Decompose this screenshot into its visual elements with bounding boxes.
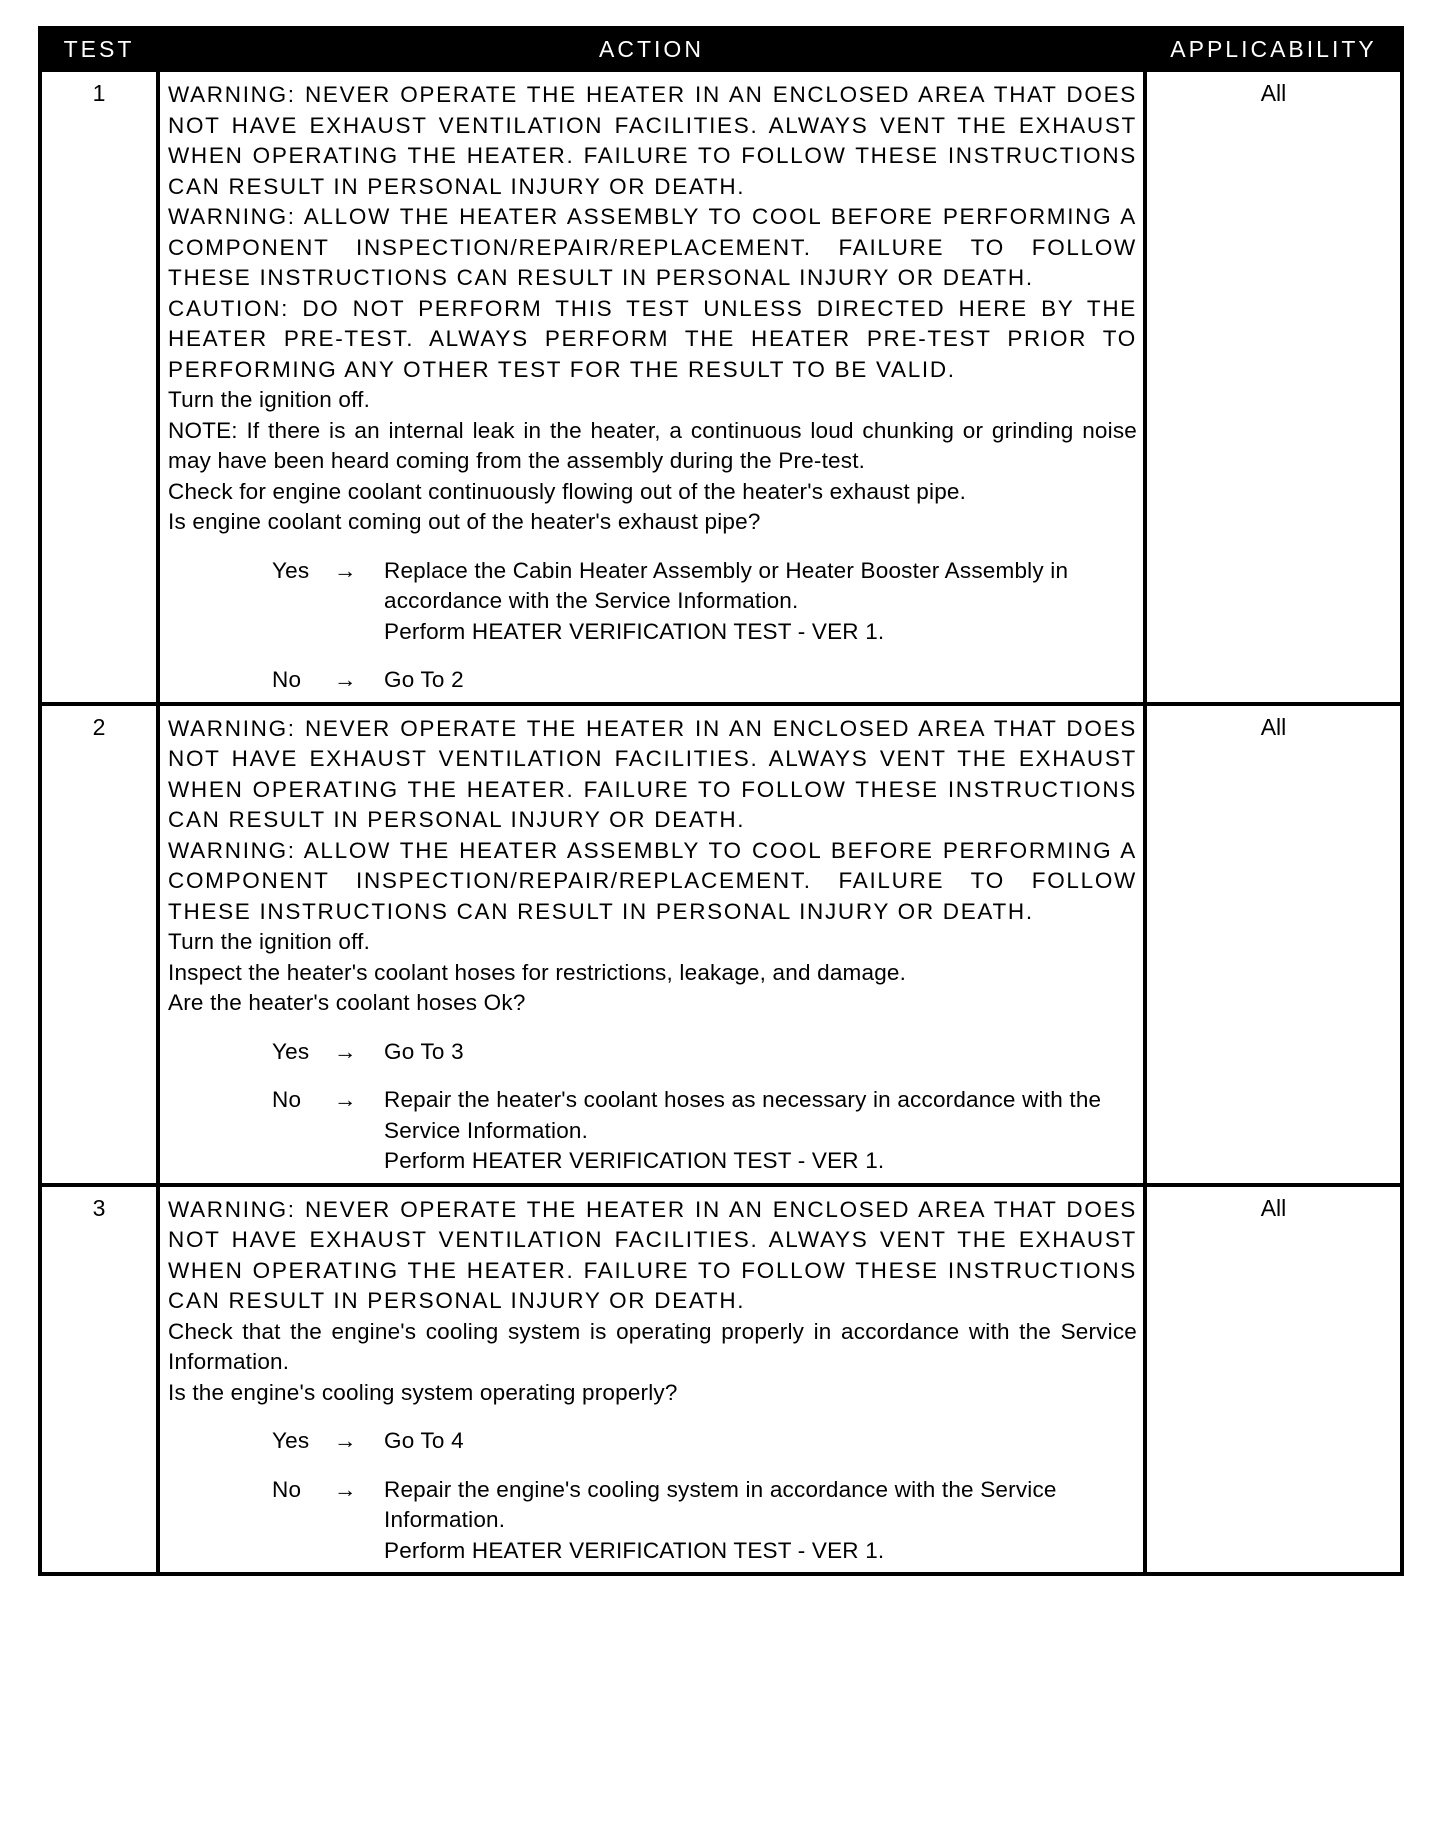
no-result [168,665,1137,696]
right-arrow-icon: → [334,667,357,692]
applicability-value: All [1145,70,1402,704]
outcome-line: Go To 2 [384,667,464,692]
yes-result [168,1037,1137,1068]
column-header-applicability: APPLICABILITY [1145,28,1402,70]
table-row [40,70,1402,704]
warning-paragraph: WARNING: NEVER OPERATE THE HEATER IN AN ENCLOSED AREA THAT DOES NOT HAVE EXHAUST VENTILATION FACILITIES. ALWAYS VENT THE EXHAUST WHEN OPERATING THE HEATER. FAILURE TO FOLLOW THESE INSTRUCTIONS CAN RESULT IN PERSONAL INJURY OR DEATH. [168,1196,1137,1313]
test-number: 3 [40,1185,158,1575]
outcome-line: Perform HEATER VERIFICATION TEST - VER 1. [384,618,885,644]
outcome-line: Perform HEATER VERIFICATION TEST - VER 1. [384,1537,885,1563]
test-number: 2 [40,704,158,1185]
column-header-action: ACTION [158,28,1145,70]
table-row [40,1185,1402,1575]
outcome-line: Go To 4 [384,1428,464,1453]
right-arrow-icon: → [334,1038,357,1064]
warning-paragraph: WARNING: ALLOW THE HEATER ASSEMBLY TO COOL BEFORE PERFORMING A COMPONENT INSPECTION/REPAIR/REPLACEMENT. FAILURE TO FOLLOW THESE INSTRUCTIONS CAN RESULT IN PERSONAL INJURY OR DEATH. [168,837,1137,924]
outcome-line: Repair the heater's coolant hoses as necessary in accordance with the Service Information. [384,1087,1102,1143]
applicability-value: All [1145,704,1402,1185]
instruction-paragraph: Turn the ignition off. [168,929,371,954]
no-result [168,1475,1137,1567]
no-label: No [272,1087,302,1112]
yes-outcome [384,1037,1137,1068]
no-label: No [272,1476,302,1502]
diagnostic-test-table [38,26,1404,1576]
test-number: 1 [40,70,158,704]
outcome-line: Repair the engine's cooling system in accordance with the Service Information. [384,1476,1057,1532]
instruction-paragraph: Is engine coolant coming out of the heater's exhaust pipe? [168,509,761,534]
no-result [168,1085,1137,1177]
right-arrow-icon: → [334,1087,357,1112]
outcome-line: Replace the Cabin Heater Assembly or Heater Booster Assembly in accordance with the Service Information. [384,557,1069,613]
table-body [40,70,1402,1574]
instruction-paragraph: Check that the engine's cooling system is operating properly in accordance with the Service Information. [168,1318,1137,1374]
action-cell [158,70,1145,704]
action-cell [158,1185,1145,1575]
outcome-line: Go To 3 [384,1038,464,1064]
yes-result [168,1426,1137,1457]
warning-paragraph: CAUTION: DO NOT PERFORM THIS TEST UNLESS DIRECTED HERE BY THE HEATER PRE-TEST. ALWAYS PERFORM THE HEATER PRE-TEST PRIOR TO PERFORMING ANY OTHER TEST FOR THE RESULT TO BE VALID. [168,295,1137,382]
no-label: No [272,667,302,692]
yes-outcome [384,556,1137,648]
instruction-paragraph: Turn the ignition off. [168,387,371,412]
yes-result [168,556,1137,648]
yes-label: Yes [272,557,310,583]
warning-paragraph: WARNING: NEVER OPERATE THE HEATER IN AN ENCLOSED AREA THAT DOES NOT HAVE EXHAUST VENTILATION FACILITIES. ALWAYS VENT THE EXHAUST WHEN OPERATING THE HEATER. FAILURE TO FOLLOW THESE INSTRUCTIONS CAN RESULT IN PERSONAL INJURY OR DEATH. [168,82,1137,199]
instruction-paragraph: Are the heater's coolant hoses Ok? [168,990,526,1015]
right-arrow-icon: → [334,1428,357,1453]
column-header-test: TEST [40,28,158,70]
instruction-paragraph: NOTE: If there is an internal leak in the heater, a continuous loud chunking or grinding noise may have been heard coming from the assembly during the Pre-test. [168,417,1137,473]
yes-outcome [384,1426,1137,1457]
right-arrow-icon: → [334,557,357,583]
no-outcome [384,1085,1137,1177]
instruction-paragraph: Inspect the heater's coolant hoses for restrictions, leakage, and damage. [168,959,907,985]
yes-label: Yes [272,1428,310,1453]
table-row [40,704,1402,1185]
right-arrow-icon: → [334,1476,357,1502]
no-outcome [384,1475,1137,1567]
instruction-paragraph: Is the engine's cooling system operating properly? [168,1379,678,1405]
action-cell [158,704,1145,1185]
yes-label: Yes [272,1038,310,1064]
table-header-row [40,28,1402,70]
warning-paragraph: WARNING: NEVER OPERATE THE HEATER IN AN ENCLOSED AREA THAT DOES NOT HAVE EXHAUST VENTILATION FACILITIES. ALWAYS VENT THE EXHAUST WHEN OPERATING THE HEATER. FAILURE TO FOLLOW THESE INSTRUCTIONS CAN RESULT IN PERSONAL INJURY OR DEATH. [168,715,1137,832]
warning-paragraph: WARNING: ALLOW THE HEATER ASSEMBLY TO COOL BEFORE PERFORMING A COMPONENT INSPECTION/REPAIR/REPLACEMENT. FAILURE TO FOLLOW THESE INSTRUCTIONS CAN RESULT IN PERSONAL INJURY OR DEATH. [168,204,1137,290]
outcome-line: Perform HEATER VERIFICATION TEST - VER 1. [384,1148,885,1173]
no-outcome [384,665,1137,696]
instruction-paragraph: Check for engine coolant continuously flowing out of the heater's exhaust pipe. [168,478,967,504]
applicability-value: All [1145,1185,1402,1575]
